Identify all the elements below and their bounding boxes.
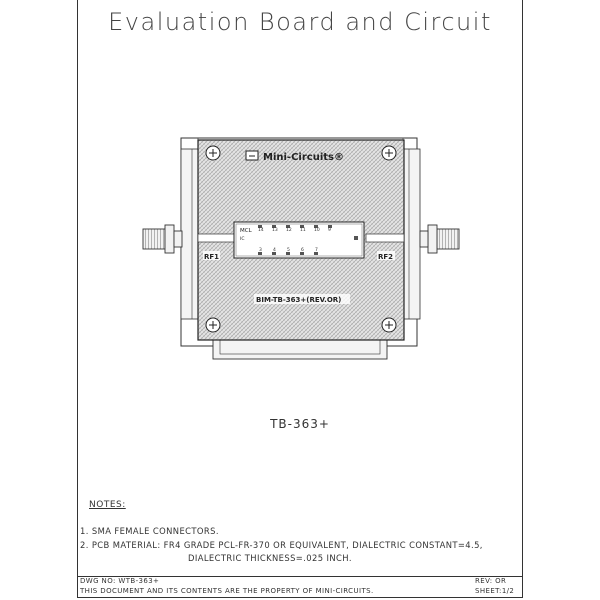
- rf-trace-right: [366, 234, 404, 242]
- pin-number: 13: [272, 228, 278, 233]
- sma-connector-right: [420, 225, 459, 253]
- rf-trace-left: [198, 234, 234, 242]
- pin-number: 14: [258, 228, 264, 233]
- mounting-screw-icon: [206, 318, 220, 332]
- pin-number: 5: [287, 248, 290, 253]
- mini-circuits-logo-icon: [246, 151, 258, 160]
- mounting-screw-icon: [382, 318, 396, 332]
- note-line: 1. SMA FEMALE CONNECTORS.: [80, 526, 219, 536]
- pin-number: 9: [328, 228, 331, 233]
- note-line: DIALECTRIC THICKNESS=.025 INCH.: [188, 553, 352, 563]
- chip-sub-label: IC: [240, 237, 245, 242]
- property-notice: THIS DOCUMENT AND ITS CONTENTS ARE THE PROPERTY OF MINI-CIRCUITS.: [80, 587, 374, 595]
- pin-number: 4: [273, 248, 276, 253]
- pin-number: 12: [286, 228, 292, 233]
- pin-number: 3: [259, 248, 262, 253]
- revision: REV: OR: [475, 577, 507, 585]
- page-title: Evaluation Board and Circuit: [108, 8, 492, 36]
- port-label-rf2: RF2: [378, 253, 394, 261]
- chip-label: MCL: [240, 228, 252, 234]
- logo-text: Mini-Circuits®: [263, 152, 344, 163]
- mounting-screw-icon: [206, 146, 220, 160]
- mounting-screw-icon: [382, 146, 396, 160]
- model-number: TB-363+: [270, 417, 330, 431]
- pin-number: 11: [300, 228, 306, 233]
- pin-number: 6: [301, 248, 304, 253]
- sma-connector-left: [143, 225, 182, 253]
- notes-heading: NOTES:: [89, 500, 126, 510]
- board-label: BIM-TB-363+(REV.OR): [256, 296, 342, 304]
- component-area: [234, 222, 364, 258]
- pin-number: 10: [314, 228, 320, 233]
- pin-number: 7: [315, 248, 318, 253]
- port-label-rf1: RF1: [204, 253, 220, 261]
- sheet-number: SHEET:1/2: [475, 587, 515, 595]
- drawing-number: DWG NO: WTB-363+: [80, 577, 160, 585]
- note-line: 2. PCB MATERIAL: FR4 GRADE PCL-FR-370 OR EQUIVALENT, DIALECTRIC CONSTANT=4.5,: [80, 540, 483, 550]
